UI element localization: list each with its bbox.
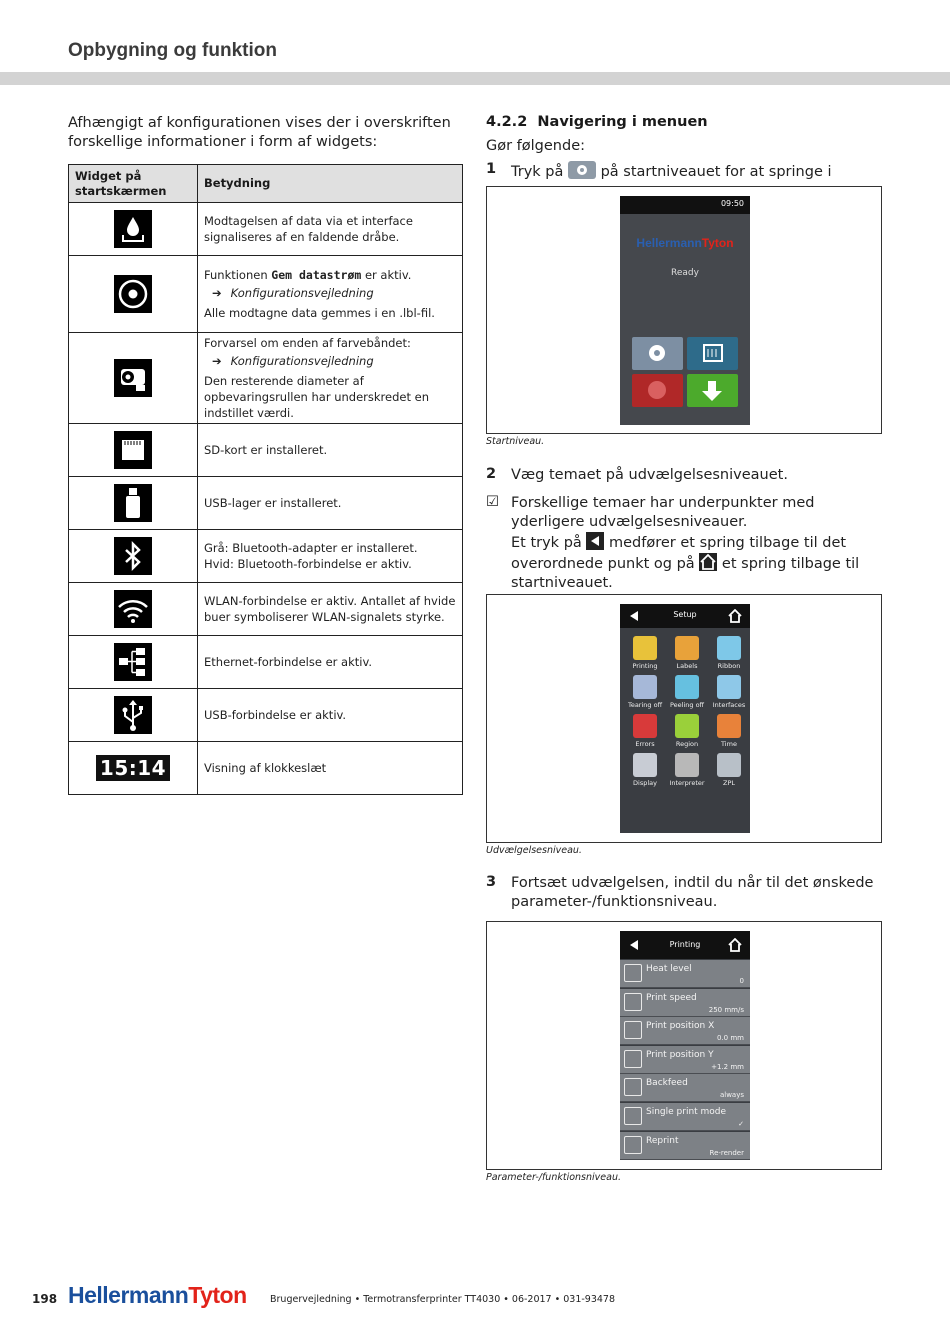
setup-tile[interactable] xyxy=(667,636,707,670)
table-cell: Visning af klokkeslæt xyxy=(198,742,463,795)
table-cell: Forvarsel om enden af farvebåndet: ➔ Konfigurationsvejledning Den resterende diameter af opbevaringsrullen har underskredet en indstillet værdi. xyxy=(198,333,463,424)
parameter-value: ✓ xyxy=(738,1120,744,1128)
parameter-value: 0.0 mm xyxy=(717,1034,744,1043)
arrow-right-icon: ➔ xyxy=(212,354,222,368)
status-text: Ready xyxy=(671,268,699,278)
feed-button[interactable] xyxy=(687,337,738,370)
step-2: Væg temaet på udvælgelsesniveauet. xyxy=(511,467,788,483)
setup-tile[interactable] xyxy=(625,753,665,787)
header-bar xyxy=(0,72,950,85)
parameter-icon xyxy=(624,993,642,1011)
parameter-value: Re-render xyxy=(709,1148,744,1157)
step-number: 3 xyxy=(486,874,497,890)
tile-label: Time xyxy=(721,740,737,748)
tile-label: ZPL xyxy=(723,779,735,787)
clock-widget: 15:14 xyxy=(96,755,170,781)
print-button[interactable] xyxy=(687,374,738,407)
table-row xyxy=(69,477,463,530)
step-3: Fortsæt udvælgelsen, indtil du når til det ønskede parameter-/funktionsniveau. xyxy=(511,875,874,910)
parameter-value: 250 mm/s xyxy=(708,1005,744,1014)
reference-link[interactable]: Konfigurationsvejledning xyxy=(230,286,374,300)
page-number: 198 xyxy=(32,1292,58,1306)
arrow-right-icon: ➔ xyxy=(212,286,222,300)
lead-text: Gør følgende: xyxy=(486,138,586,154)
figure-selection-level xyxy=(486,594,882,843)
setup-tile[interactable] xyxy=(709,714,749,748)
figure-parameter-level xyxy=(486,921,882,1170)
tile-icon xyxy=(633,675,657,699)
parameter-value: 0 xyxy=(739,977,744,985)
tile-icon xyxy=(633,714,657,738)
step-number: 1 xyxy=(486,161,497,177)
printer-screen xyxy=(620,196,750,425)
parameter-label: Print speed xyxy=(646,992,697,1003)
wlan-icon xyxy=(114,590,152,628)
tile-label: Peeling off xyxy=(669,701,705,709)
table-cell: Funktionen Gem datastrøm er aktiv. ➔ Konfigurationsvejledning Alle modtagne data gemmes i en .lbl-fil. xyxy=(198,256,463,333)
setup-tile[interactable] xyxy=(625,675,665,709)
printer-screen xyxy=(620,604,750,833)
parameter-row[interactable] xyxy=(620,1074,750,1102)
setup-tile[interactable] xyxy=(709,675,749,709)
tile-icon xyxy=(717,636,741,660)
parameter-row[interactable] xyxy=(620,1132,750,1160)
printer-screen xyxy=(620,931,750,1160)
tile-label: Display xyxy=(633,779,657,787)
parameter-icon xyxy=(624,1021,642,1039)
parameter-row[interactable] xyxy=(620,1103,750,1131)
parameter-icon xyxy=(624,1107,642,1125)
parameter-icon xyxy=(624,964,642,982)
section-heading: 4.2.2 Navigering i menuen xyxy=(486,114,708,130)
setup-tile[interactable] xyxy=(625,714,665,748)
tile-icon xyxy=(633,636,657,660)
ribbon-roll-icon xyxy=(114,359,152,397)
parameter-row[interactable] xyxy=(620,989,750,1017)
table-row xyxy=(69,333,463,424)
parameter-value: +1.2 mm xyxy=(711,1062,744,1071)
usb-icon xyxy=(114,696,152,734)
tile-label: Interfaces xyxy=(712,701,746,709)
parameter-icon xyxy=(624,1136,642,1154)
page-title: Opbygning og funktion xyxy=(68,40,277,61)
tile-label: Errors xyxy=(635,740,655,748)
sd-card-icon xyxy=(114,431,152,469)
table-row xyxy=(69,689,463,742)
setup-tile[interactable] xyxy=(667,753,707,787)
table-cell: Ethernet-forbindelse er aktiv. xyxy=(198,636,463,689)
reference-link[interactable]: Konfigurationsvejledning xyxy=(230,354,374,368)
save-stream-icon xyxy=(114,275,152,313)
table-cell: USB-lager er installeret. xyxy=(198,477,463,530)
note-text: Forskellige temaer har underpunkter med yderligere udvælgelsesniveauer. Et tryk på medfører et spring tilbage til det overordnede punkt og på et spring tilbage til startniveauet. xyxy=(511,495,860,591)
status-bar: 09:50 xyxy=(620,196,750,214)
setup-tile[interactable] xyxy=(625,636,665,670)
table-row xyxy=(69,530,463,583)
tile-icon xyxy=(675,714,699,738)
parameter-label: Print position Y xyxy=(646,1049,714,1060)
figure-caption: Udvælgelsesniveau. xyxy=(486,845,582,856)
table-header-widget: Widget på startskærmen xyxy=(69,165,198,203)
parameter-icon xyxy=(624,1050,642,1068)
figure-start-level xyxy=(486,186,882,434)
tile-label: Interpreter xyxy=(669,779,705,787)
table-cell: WLAN-forbindelse er aktiv. Antallet af hvide buer symboliserer WLAN-signalets styrke. xyxy=(198,583,463,636)
figure-caption: Parameter-/funktionsniveau. xyxy=(486,1172,621,1183)
setup-tile[interactable] xyxy=(667,675,707,709)
table-cell: Modtagelsen af data via et interface signaliseres af en faldende dråbe. xyxy=(198,203,463,256)
function-name: Gem datastrøm xyxy=(271,268,362,282)
settings-icon xyxy=(568,161,596,179)
intro-text: Afhængigt af konfigurationen vises der i overskriften forskellige informationer i form af widgets: xyxy=(68,115,451,150)
pause-button[interactable] xyxy=(632,374,683,407)
tile-icon xyxy=(633,753,657,777)
parameter-value: always xyxy=(719,1091,744,1100)
parameter-label: Backfeed xyxy=(646,1078,688,1089)
table-cell: Grå: Bluetooth-adapter er installeret. Hvid: Bluetooth-forbindelse er aktiv. xyxy=(198,530,463,583)
settings-button[interactable] xyxy=(632,337,683,370)
parameter-row[interactable] xyxy=(620,960,750,988)
tile-icon xyxy=(717,753,741,777)
table-row xyxy=(69,256,463,333)
tile-icon xyxy=(717,714,741,738)
step-1: Tryk på på startniveauet for at springe i xyxy=(511,161,881,201)
home-icon xyxy=(699,553,717,571)
step-number: 2 xyxy=(486,466,497,482)
setup-tile[interactable] xyxy=(709,636,749,670)
table-row xyxy=(69,424,463,477)
tile-label: Tearing off xyxy=(627,701,663,709)
home-icon xyxy=(728,938,742,952)
menu-header: Printing xyxy=(620,931,750,959)
parameter-label: Single print mode xyxy=(646,1107,727,1117)
tile-label: Ribbon xyxy=(717,662,741,670)
figure-caption: Startniveau. xyxy=(486,436,545,447)
footer-text: Brugervejledning • Termotransferprinter TT4030 • 06-2017 • 031-93478 xyxy=(270,1294,616,1305)
back-arrow-icon xyxy=(586,532,604,550)
table-row xyxy=(69,636,463,689)
table-row xyxy=(69,583,463,636)
table-cell: SD-kort er installeret. xyxy=(198,424,463,477)
checkbox-icon: ☑ xyxy=(486,494,499,510)
bluetooth-icon xyxy=(114,537,152,575)
usb-stick-icon xyxy=(114,484,152,522)
parameter-label: Print position X xyxy=(646,1021,715,1032)
setup-tile[interactable] xyxy=(667,714,707,748)
setup-tile[interactable] xyxy=(709,753,749,787)
tile-icon xyxy=(675,753,699,777)
widget-table xyxy=(68,164,463,795)
tile-icon xyxy=(675,675,699,699)
tile-label: Printing xyxy=(632,662,658,670)
tile-label: Region xyxy=(675,740,699,748)
brand-logo: HellermannTyton xyxy=(636,236,734,250)
tile-label: Labels xyxy=(676,662,698,670)
table-row xyxy=(69,203,463,256)
parameter-row[interactable] xyxy=(620,1017,750,1045)
brand-logo: HellermannTyton xyxy=(68,1282,247,1308)
parameter-icon xyxy=(624,1078,642,1096)
parameter-row[interactable] xyxy=(620,1046,750,1074)
tile-icon xyxy=(717,675,741,699)
tile-icon xyxy=(675,636,699,660)
parameter-label: Heat level xyxy=(646,964,692,974)
menu-header: Setup xyxy=(620,604,750,628)
home-icon xyxy=(728,609,742,623)
parameter-label: Reprint xyxy=(646,1135,679,1146)
table-header-meaning: Betydning xyxy=(198,165,463,203)
ethernet-icon xyxy=(114,643,152,681)
table-cell: USB-forbindelse er aktiv. xyxy=(198,689,463,742)
drop-icon xyxy=(114,210,152,248)
table-row xyxy=(69,742,463,795)
